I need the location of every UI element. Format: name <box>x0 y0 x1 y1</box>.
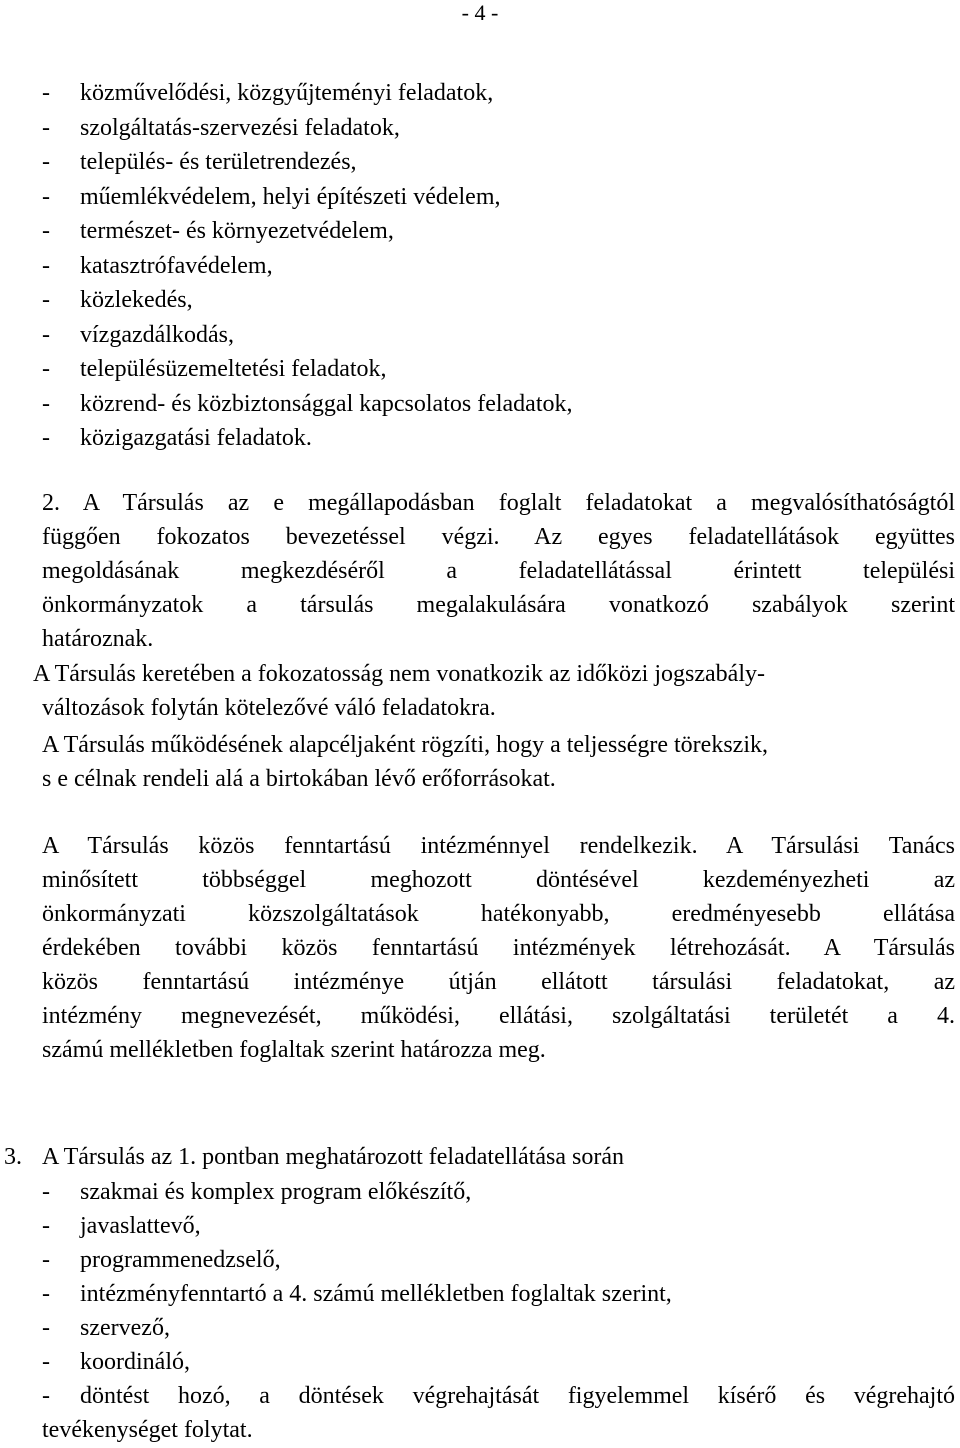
paragraph-line <box>42 486 955 520</box>
list-item-text: intézményfenntartó a 4. számú mellékletben foglaltak szerint, <box>80 1281 672 1307</box>
list-dash: - <box>42 183 50 210</box>
list-item-text: közművelődési, közgyűjteményi feladatok, <box>80 80 494 106</box>
list-item <box>42 145 922 180</box>
role-list <box>42 1175 955 1447</box>
list-dash: - <box>42 1213 50 1239</box>
section-number: 3. <box>4 1144 22 1170</box>
list-item-text: programmenedzselő, <box>80 1247 281 1273</box>
list-item <box>42 249 922 284</box>
list-item <box>42 1243 955 1277</box>
list-item <box>42 421 922 456</box>
list-item <box>42 76 922 111</box>
list-item-text: katasztrófavédelem, <box>80 252 273 279</box>
paragraph-line: minősített többséggel meghozott döntésével kezdeményezheti az <box>42 867 955 893</box>
list-item <box>42 214 922 249</box>
section-2-paragraph-2 <box>33 657 955 725</box>
paragraph-line: érdekében további közös fenntartású intézmények létrehozását. A Társulás <box>42 935 955 961</box>
paragraph-line: közös fenntartású intézménye útján ellátott társulási feladatokat, az <box>42 969 955 995</box>
list-item <box>42 180 922 215</box>
section-heading-text: A Társulás az 1. pontban meghatározott feladatellátása során <box>42 1144 624 1170</box>
list-dash: - <box>42 1383 50 1409</box>
list-item <box>42 1277 955 1311</box>
list-dash: - <box>42 1349 50 1375</box>
list-dash: - <box>42 356 50 382</box>
list-dash: - <box>42 287 50 313</box>
paragraph-line: s e célnak rendeli alá a birtokában lévő erőforrásokat. <box>42 766 556 792</box>
paragraph-line: változások folytán kötelezővé váló feladatokra. <box>42 695 496 721</box>
list-dash: - <box>42 321 50 348</box>
section-number: 2. <box>42 490 60 516</box>
list-dash: - <box>42 252 50 279</box>
list-item <box>42 1209 955 1243</box>
list-dash: - <box>42 1247 50 1273</box>
list-item-text: koordináló, <box>80 1349 190 1375</box>
section-2-paragraph-1 <box>42 486 955 656</box>
section-2-paragraph-3 <box>42 728 955 796</box>
section-2-paragraph-4 <box>42 829 955 1067</box>
list-item-text: közlekedés, <box>80 287 193 313</box>
list-item <box>42 1379 955 1447</box>
list-item-text: tevékenységet folytat. <box>42 1417 253 1443</box>
list-item <box>42 352 922 387</box>
list-dash: - <box>42 1179 50 1205</box>
list-dash: - <box>42 114 50 141</box>
paragraph-line: önkormányzati közszolgáltatások hatékonyabb, eredményesebb ellátása <box>42 901 955 927</box>
list-item-text: szakmai és komplex program előkészítő, <box>80 1179 472 1205</box>
page-number: - 4 - <box>461 0 499 25</box>
list-item-text: közrend- és közbiztonsággal kapcsolatos feladatok, <box>80 390 573 417</box>
list-item <box>42 387 922 422</box>
list-item <box>42 1175 955 1209</box>
list-item-text: település- és területrendezés, <box>80 149 357 175</box>
list-item <box>42 318 922 353</box>
list-item-text: vízgazdálkodás, <box>80 321 234 348</box>
list-item-text: szolgáltatás-szervezési feladatok, <box>80 114 400 141</box>
list-dash: - <box>42 149 50 175</box>
list-item-text: közigazgatási feladatok. <box>80 425 312 451</box>
list-dash: - <box>42 390 50 417</box>
list-item-text: javaslattevő, <box>80 1213 201 1239</box>
list-item <box>42 283 922 318</box>
paragraph-line-text: A Társulás az e megállapodásban foglalt feladatokat a megvalósíthatóságtól <box>82 490 955 516</box>
list-item-text: természet- és környezetvédelem, <box>80 218 394 244</box>
list-dash: - <box>42 1315 50 1341</box>
list-item-text: szervező, <box>80 1315 170 1341</box>
list-item-text: döntést hozó, a döntések végrehajtását figyelemmel kísérő és végrehajtó <box>80 1383 955 1409</box>
paragraph-line: határoznak. <box>42 626 154 652</box>
list-item-text: településüzemeltetési feladatok, <box>80 356 387 382</box>
list-item <box>42 111 922 146</box>
list-item <box>42 1311 955 1345</box>
paragraph-line: függően fokozatos bevezetéssel végzi. Az egyes feladatellátások együttes <box>42 524 955 550</box>
list-dash: - <box>42 218 50 244</box>
list-item <box>42 1345 955 1379</box>
list-dash: - <box>42 425 50 451</box>
section-3-heading <box>4 1140 904 1174</box>
paragraph-line: számú mellékletben foglaltak szerint határozza meg. <box>42 1037 546 1063</box>
paragraph-line: megoldásának megkezdéséről a feladatellátással érintett települési <box>42 558 955 584</box>
paragraph-line: intézmény megnevezését, működési, ellátási, szolgáltatási területét a 4. <box>42 1003 955 1029</box>
paragraph-line: önkormányzatok a társulás megalakulására vonatkozó szabályok szerint <box>42 592 955 618</box>
task-list <box>42 76 922 456</box>
paragraph-line: A Társulás keretében a fokozatosság nem vonatkozik az időközi jogszabály- <box>33 661 765 687</box>
list-item-text: műemlékvédelem, helyi építészeti védelem, <box>80 183 501 210</box>
list-dash: - <box>42 80 50 106</box>
paragraph-line: A Társulás működésének alapcéljaként rögzíti, hogy a teljességre törekszik, <box>42 732 768 758</box>
list-dash: - <box>42 1281 50 1307</box>
paragraph-line: A Társulás közös fenntartású intézménnyel rendelkezik. A Társulási Tanács <box>42 833 955 859</box>
